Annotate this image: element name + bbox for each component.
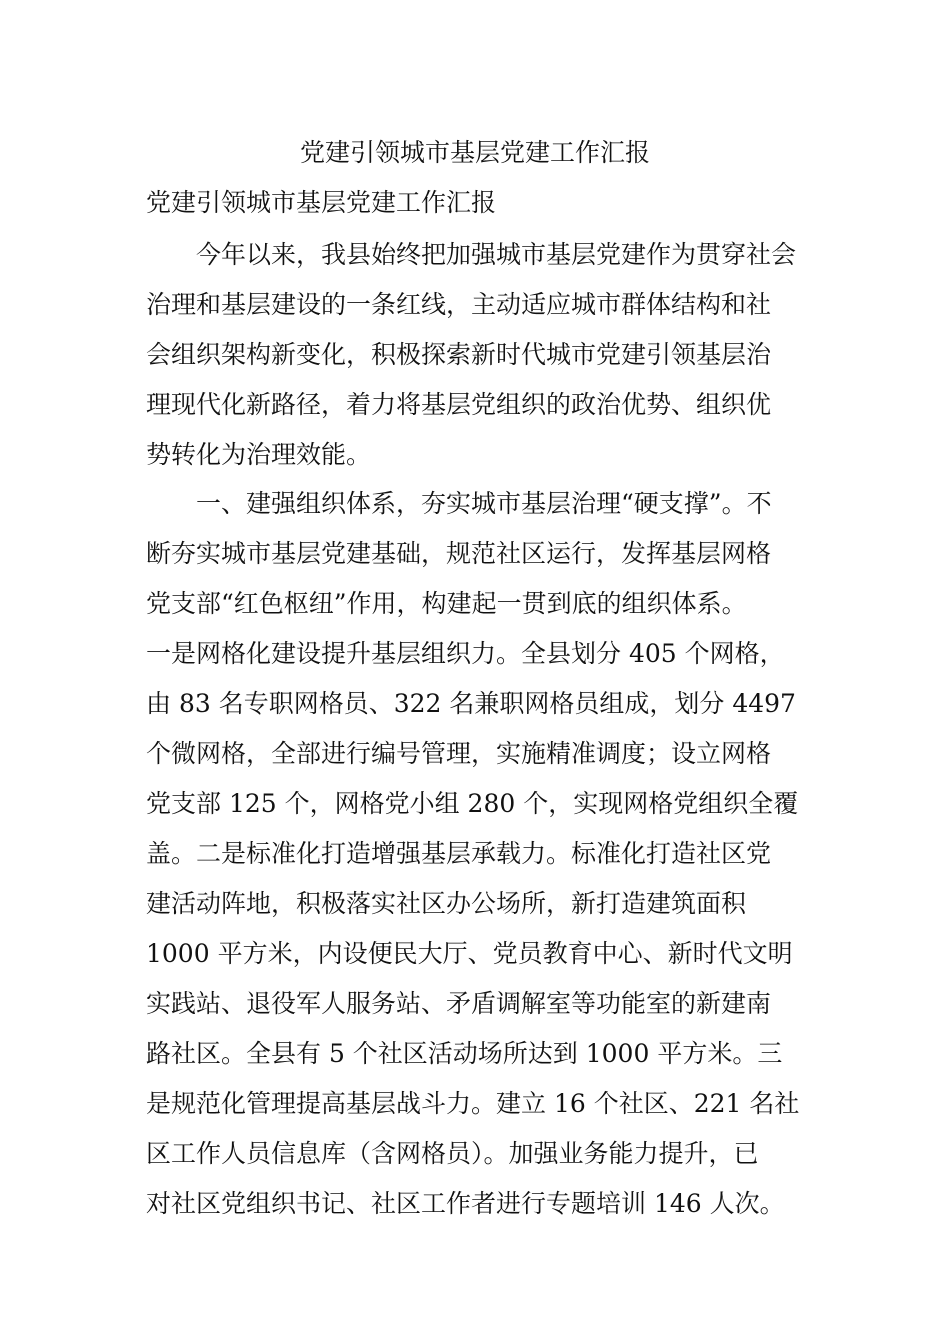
document-subtitle: 党建引领城市基层党建工作汇报: [146, 188, 497, 217]
paragraph-line: 党支部 125 个，网格党小组 280 个，实现网格党组织全覆: [146, 789, 799, 818]
paragraph-line: 对社区党组织书记、社区工作者进行专题培训 146 人次。: [146, 1189, 785, 1218]
paragraph-line: 区工作人员信息库（含网格员）。加强业务能力提升，已: [146, 1139, 759, 1168]
paragraph-line: 一、建强组织体系，夯实城市基层治理“硬支撑”。不: [196, 489, 772, 518]
paragraph-line: 势转化为治理效能。: [146, 440, 372, 469]
paragraph-line: 路社区。全县有 5 个社区活动场所达到 1000 平方米。三: [146, 1039, 783, 1068]
paragraph-line: 党支部“红色枢纽”作用，构建起一贯到底的组织体系。: [146, 589, 747, 618]
paragraph-line: 由 83 名专职网格员、322 名兼职网格员组成，划分 4497: [146, 689, 796, 718]
paragraph-line: 断夯实城市基层党建基础，规范社区运行，发挥基层网格: [146, 539, 772, 568]
document-title: 党建引领城市基层党建工作汇报: [299, 138, 650, 167]
paragraph-line: 盖。二是标准化打造增强基层承载力。标准化打造社区党: [146, 839, 772, 868]
paragraph-line: 理现代化新路径，着力将基层党组织的政治优势、组织优: [146, 390, 772, 419]
paragraph-line: 一是网格化建设提升基层组织力。全县划分 405 个网格，: [146, 639, 785, 668]
paragraph-line: 今年以来，我县始终把加强城市基层党建作为贯穿社会: [196, 240, 797, 269]
paragraph-line: 1000 平方米，内设便民大厅、党员教育中心、新时代文明: [146, 939, 793, 968]
paragraph-line: 是规范化管理提高基层战斗力。建立 16 个社区、221 名社: [146, 1089, 800, 1118]
paragraph-line: 建活动阵地，积极落实社区办公场所，新打造建筑面积: [146, 889, 747, 918]
paragraph-line: 实践站、退役军人服务站、矛盾调解室等功能室的新建南: [146, 989, 772, 1018]
paragraph-line: 会组织架构新变化，积极探索新时代城市党建引领基层治: [146, 340, 772, 369]
paragraph-line: 个微网格，全部进行编号管理，实施精准调度；设立网格: [146, 739, 772, 768]
paragraph-line: 治理和基层建设的一条红线，主动适应城市群体结构和社: [146, 290, 772, 319]
